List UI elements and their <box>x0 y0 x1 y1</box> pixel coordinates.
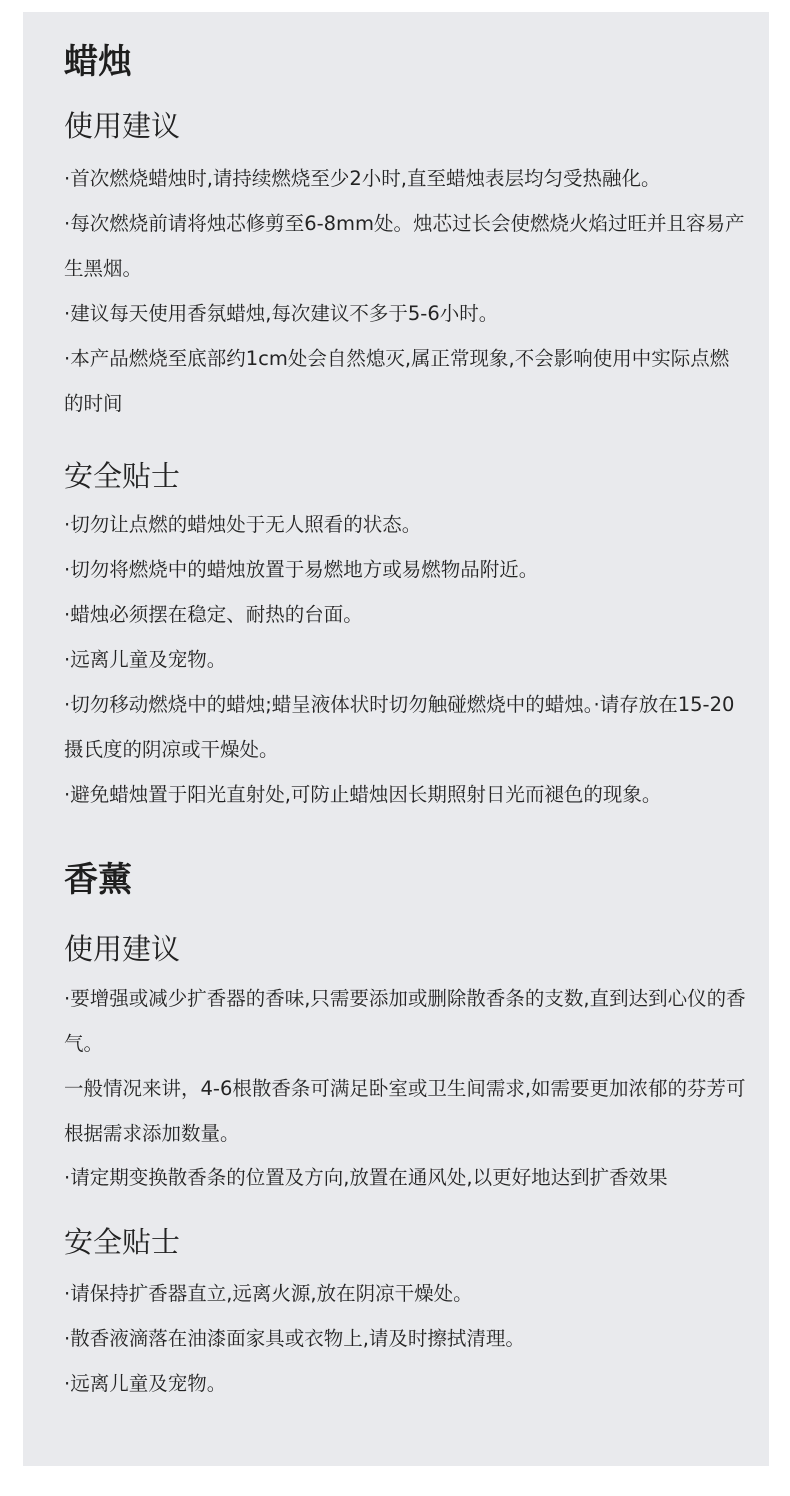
aroma-usage-heading: 使用建议 <box>64 932 181 966</box>
aroma-section-title: 香薰 <box>64 860 132 900</box>
candle-usage-item-4: ·本产品燃烧至底部约1cm处会自然熄灭,属正常现象,不会影响使用中实际点燃的时间 <box>64 347 730 415</box>
candle-usage-heading: 使用建议 <box>64 109 181 143</box>
aroma-safety-item-1: ·请保持扩香器直立,远离火源,放在阴凉干燥处。 <box>64 1282 473 1305</box>
aroma-safety-item-2: ·散香液滴落在油漆面家具或衣物上,请及时擦拭清理。 <box>64 1327 525 1350</box>
aroma-usage-item-1: ·要增强或减少扩香器的香味,只需要添加或删除散香条的支数,直到达到心仪的香气。 <box>64 987 746 1055</box>
candle-safety-item-3: ·蜡烛必须摆在稳定、耐热的台面。 <box>64 603 363 626</box>
aroma-usage-item-2: 一般情况来讲，4-6根散香条可满足卧室或卫生间需求,如需要更加浓郁的芬芳可根据需求添加数量。 <box>64 1077 746 1145</box>
candle-safety-item-2: ·切勿将燃烧中的蜡烛放置于易燃地方或易燃物品附近。 <box>64 558 539 581</box>
candle-section-title: 蜡烛 <box>64 42 132 82</box>
candle-safety-item-1: ·切勿让点燃的蜡烛处于无人照看的状态。 <box>64 513 422 536</box>
aroma-usage-item-3: ·请定期变换散香条的位置及方向,放置在通风处,以更好地达到扩香效果 <box>64 1166 668 1189</box>
candle-safety-heading: 安全贴士 <box>64 459 181 493</box>
candle-safety-item-4: ·远离儿童及宠物。 <box>64 648 227 671</box>
candle-safety-item-5: ·切勿移动燃烧中的蜡烛;蜡呈液体状时切勿触碰燃烧中的蜡烛。·请存放在15-20摄氏度的阴凉或干燥处。 <box>64 693 735 761</box>
aroma-safety-item-3: ·远离儿童及宠物。 <box>64 1372 227 1395</box>
candle-safety-item-6: ·避免蜡烛置于阳光直射处,可防止蜡烛因长期照射日光而褪色的现象。 <box>64 783 662 806</box>
candle-usage-item-2: ·每次燃烧前请将烛芯修剪至6-8mm处。烛芯过长会使燃烧火焰过旺并且容易产生黑烟。 <box>64 212 745 280</box>
candle-usage-item-1: ·首次燃烧蜡烛时,请持续燃烧至少2小时,直至蜡烛表层均匀受热融化。 <box>64 167 661 190</box>
aroma-safety-heading: 安全贴士 <box>64 1225 181 1259</box>
candle-usage-item-3: ·建议每天使用香氛蜡烛,每次建议不多于5-6小时。 <box>64 302 499 325</box>
